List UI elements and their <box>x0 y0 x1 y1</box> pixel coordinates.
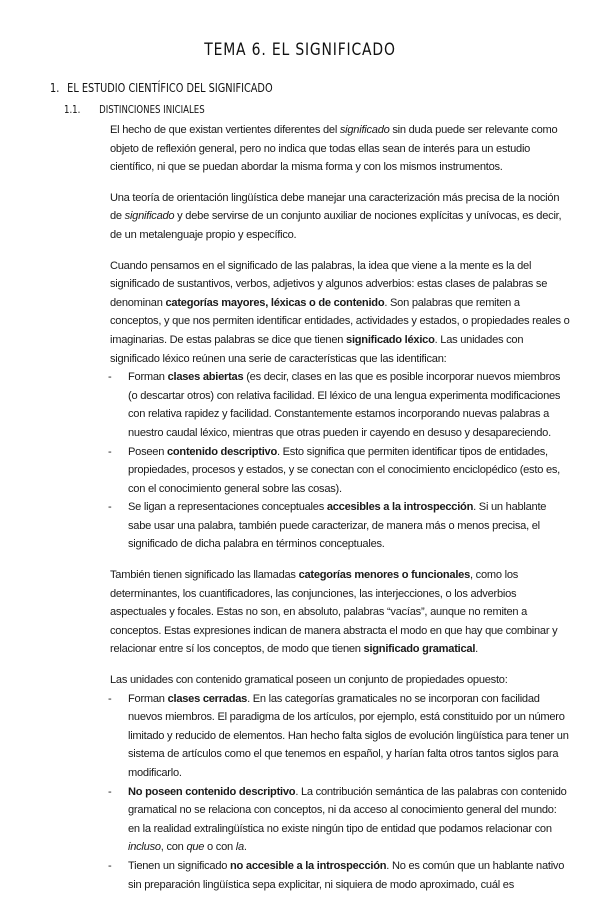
bold-term: clases abiertas <box>167 371 244 384</box>
text-run: Se ligan a representaciones conceptuales <box>128 501 327 514</box>
text-run: (es decir, clases en las que es posible incorporar nuevos miembros (o descartar otros) con relativa facilidad. El léxico de una lengua experimenta modificaciones con relativa rapidez y facilidad. Constantemente estamos incorporando nuevas palabras a nuestro caudal léxico, mientras que otras pueden ir cayendo en desuso y desapareciendo. <box>128 371 561 439</box>
list-item <box>108 498 570 554</box>
paragraph <box>110 566 570 659</box>
dash-bullet-icon: - <box>108 785 112 798</box>
text-run: El hecho de que existan vertientes diferentes del <box>110 124 340 136</box>
bold-term: significado gramatical <box>363 643 476 656</box>
bold-term: significado léxico <box>346 333 435 346</box>
text-run: . Esto significa que permiten identificar tipos de entidades, propiedades, procesos y estados, y se conectan con el conocimiento enciclopédico (esto es, con el conocimiento general sobre las cosas). <box>128 445 560 495</box>
paragraph <box>110 189 570 245</box>
italic-term: que <box>186 841 205 854</box>
text-run: También tienen significado las llamadas <box>110 569 299 582</box>
text-run: Forman <box>128 692 168 705</box>
text-run: Forman <box>128 371 168 384</box>
italic-term: incluso <box>128 841 161 854</box>
bold-term: accesibles a la introspección <box>326 501 474 514</box>
text-run: . <box>475 643 479 656</box>
list-item <box>108 690 570 783</box>
text-run: . <box>243 841 247 854</box>
list-item <box>108 443 570 499</box>
dash-bullet-icon: - <box>108 445 112 458</box>
bold-term: no accesible a la introspección <box>230 859 387 872</box>
bold-term: No poseen contenido descriptivo <box>128 785 296 798</box>
bold-term: categorías menores o funcionales <box>298 569 470 582</box>
text-run: Las unidades con contenido gramatical poseen un conjunto de propiedades opuesto: <box>110 674 508 687</box>
text-run: Tienen un significado <box>128 859 231 872</box>
text-run: y debe servirse de un conjunto auxiliar de nociones explícitas y unívocas, es decir, de un metalenguaje propio y específico. <box>110 210 562 241</box>
subsection-number: 1.1. <box>64 103 81 116</box>
bold-term: contenido descriptivo <box>166 445 277 458</box>
list-item <box>108 368 570 442</box>
section-title: EL ESTUDIO CIENTÍFICO DEL SIGNIFICADO <box>67 80 273 95</box>
subsection-title: DISTINCIONES INICIALES <box>99 103 205 116</box>
dash-bullet-icon: - <box>108 501 112 514</box>
paragraph <box>110 257 570 369</box>
page-title: TEMA 6. EL SIGNIFICADO <box>204 40 396 60</box>
text-run: o con <box>204 841 236 854</box>
dash-bullet-icon: - <box>108 859 112 872</box>
text-run: , con <box>160 841 187 854</box>
text-run: . No es común que un hablante nativo sin preparación lingüística sepa explicitar, ni siquiera de modo aproximado, cuál es <box>128 859 565 891</box>
section-heading <box>50 80 273 95</box>
list-item <box>108 783 570 857</box>
paragraph <box>110 121 570 177</box>
text-run: . En las categorías gramaticales no se incorporan con facilidad nuevos miembros. El paradigma de los artículos, por ejemplo, está constituido por un número limitado y reducido de elementos. Han hecho falta siglos de evolución lingüística para tener un sistema de artículos como el que tenemos en español, y harían falta otros tantos siglos para modificarlo. <box>128 692 569 779</box>
text-run: . La contribución semántica de las palabras con contenido gramatical no se relaciona con conceptos, ni da acceso al conocimiento general del mundo: en la realidad extralingüística no existe ningún tipo de entidad que podamos relacionar con <box>128 785 567 835</box>
lexical-properties-list <box>110 368 570 554</box>
bold-term: clases cerradas <box>167 692 248 705</box>
paragraph <box>110 671 570 690</box>
text-run: Cuando pensamos en el significado de las palabras, la idea que viene a la mente es la del significado de sustantivos, verbos, adjetivos y algunos adverbios: estas clases de palabras se denominan <box>110 259 548 309</box>
italic-term: la <box>235 841 244 854</box>
body-text <box>110 121 570 906</box>
italic-term: significado <box>124 210 175 223</box>
subsection-heading <box>64 103 205 116</box>
text-run: sin duda puede ser relevante como objeto de reflexión general, pero no indica que todas ellas sean de interés para un estudio científico, ni que se puedan abordar la misma forma y con los mismos instrumentos. <box>110 124 558 174</box>
text-run: . Las unidades con significado léxico reúnen una serie de características que las identifican: <box>110 333 524 365</box>
text-run: . Son palabras que remiten a conceptos, y que nos permiten identificar entidades, actividades y estados, o propiedades reales o imaginarias. De estas palabras se dice que tienen <box>110 296 570 346</box>
section-number: 1. <box>50 80 60 95</box>
bold-term: categorías mayores, léxicas o de contenido <box>165 296 385 309</box>
dash-bullet-icon: - <box>108 371 112 384</box>
text-run: Poseen <box>128 445 167 458</box>
text-run: , como los determinantes, los cuantificadores, las conjunciones, las interjecciones, o los adverbios aspectuales y focales. Estas no son, en absoluto, palabras “vacías”, aunque no remiten a conceptos. Estas expresiones indican de manera abstracta el modo en que hay que combinar y relacionar entre sí los conceptos, de modo que tienen <box>110 569 558 656</box>
italic-term: significado <box>339 124 390 136</box>
text-run: . Si un hablante sabe usar una palabra, también puede caracterizar, de manera más o menos precisa, el significado de dicha palabra en términos conceptuales. <box>128 501 547 551</box>
text-run: Una teoría de orientación lingüística debe manejar una caracterización más precisa de la noción de <box>110 191 560 223</box>
dash-bullet-icon: - <box>108 692 112 705</box>
grammatical-properties-list <box>110 690 570 895</box>
list-item <box>108 857 570 894</box>
